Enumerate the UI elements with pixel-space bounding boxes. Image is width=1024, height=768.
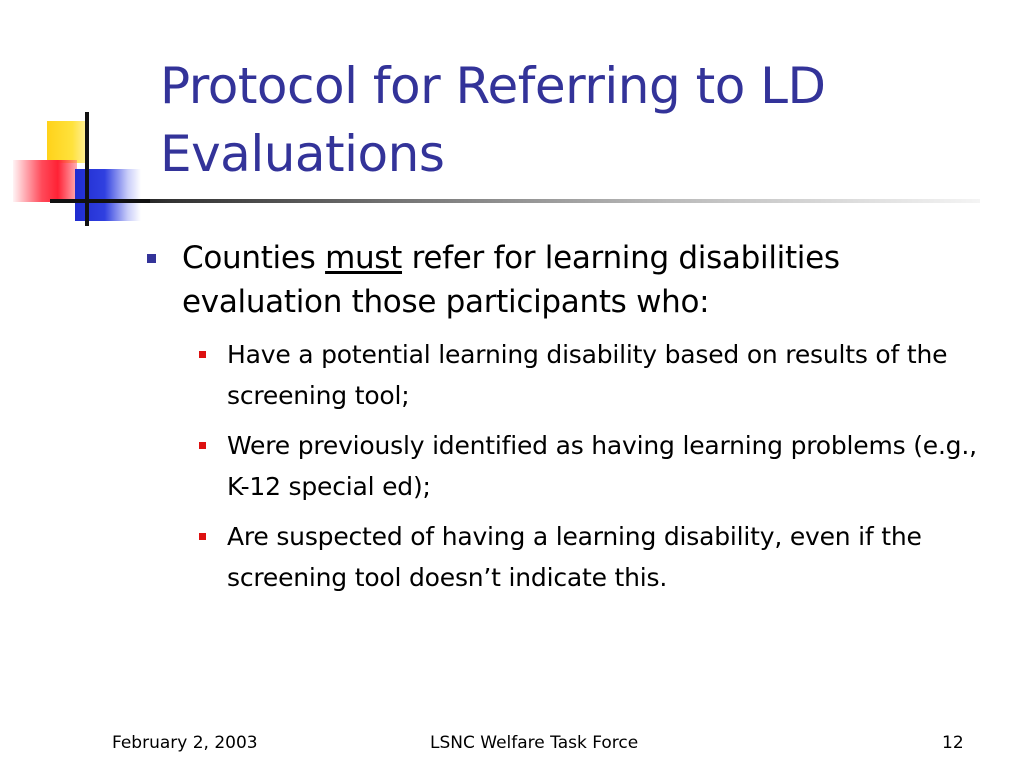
- sub-bullet-item: [145, 334, 995, 416]
- sub-bullet-text: Were previously identified as having learning problems (e.g., K-12 special ed);: [227, 431, 977, 501]
- sub-bullet-text: Have a potential learning disability based on results of the screening tool;: [227, 340, 948, 410]
- square-bullet-icon: [199, 442, 206, 449]
- sub-bullet-list: [145, 334, 995, 598]
- sub-bullet-item: [145, 425, 995, 507]
- title-underline-rule: [100, 199, 980, 203]
- square-bullet-icon: [199, 351, 206, 358]
- sub-bullet-item: [145, 516, 995, 598]
- main-bullet-emphasis: must: [325, 240, 403, 276]
- square-bullet-icon: [147, 254, 156, 263]
- footer-date: February 2, 2003: [112, 733, 258, 753]
- sub-bullet-text: Are suspected of having a learning disability, even if the screening tool doesn’t indicate this.: [227, 522, 922, 592]
- main-bullet-text-start: Counties: [182, 240, 326, 276]
- decorative-vertical-line: [85, 112, 89, 226]
- decorative-yellow-square: [47, 121, 89, 163]
- decorative-horizontal-line: [50, 199, 150, 203]
- slide-title: Protocol for Referring to LD Evaluations: [160, 57, 826, 183]
- main-bullet-item: [145, 236, 995, 324]
- footer-title: LSNC Welfare Task Force: [430, 733, 639, 753]
- square-bullet-icon: [199, 533, 206, 540]
- decorative-red-bar: [13, 160, 77, 202]
- footer-page-number: 12: [942, 733, 964, 753]
- bullet-list: [145, 236, 995, 607]
- main-bullet-text-end: refer for learning disabilities evaluation those participants who:: [182, 240, 840, 320]
